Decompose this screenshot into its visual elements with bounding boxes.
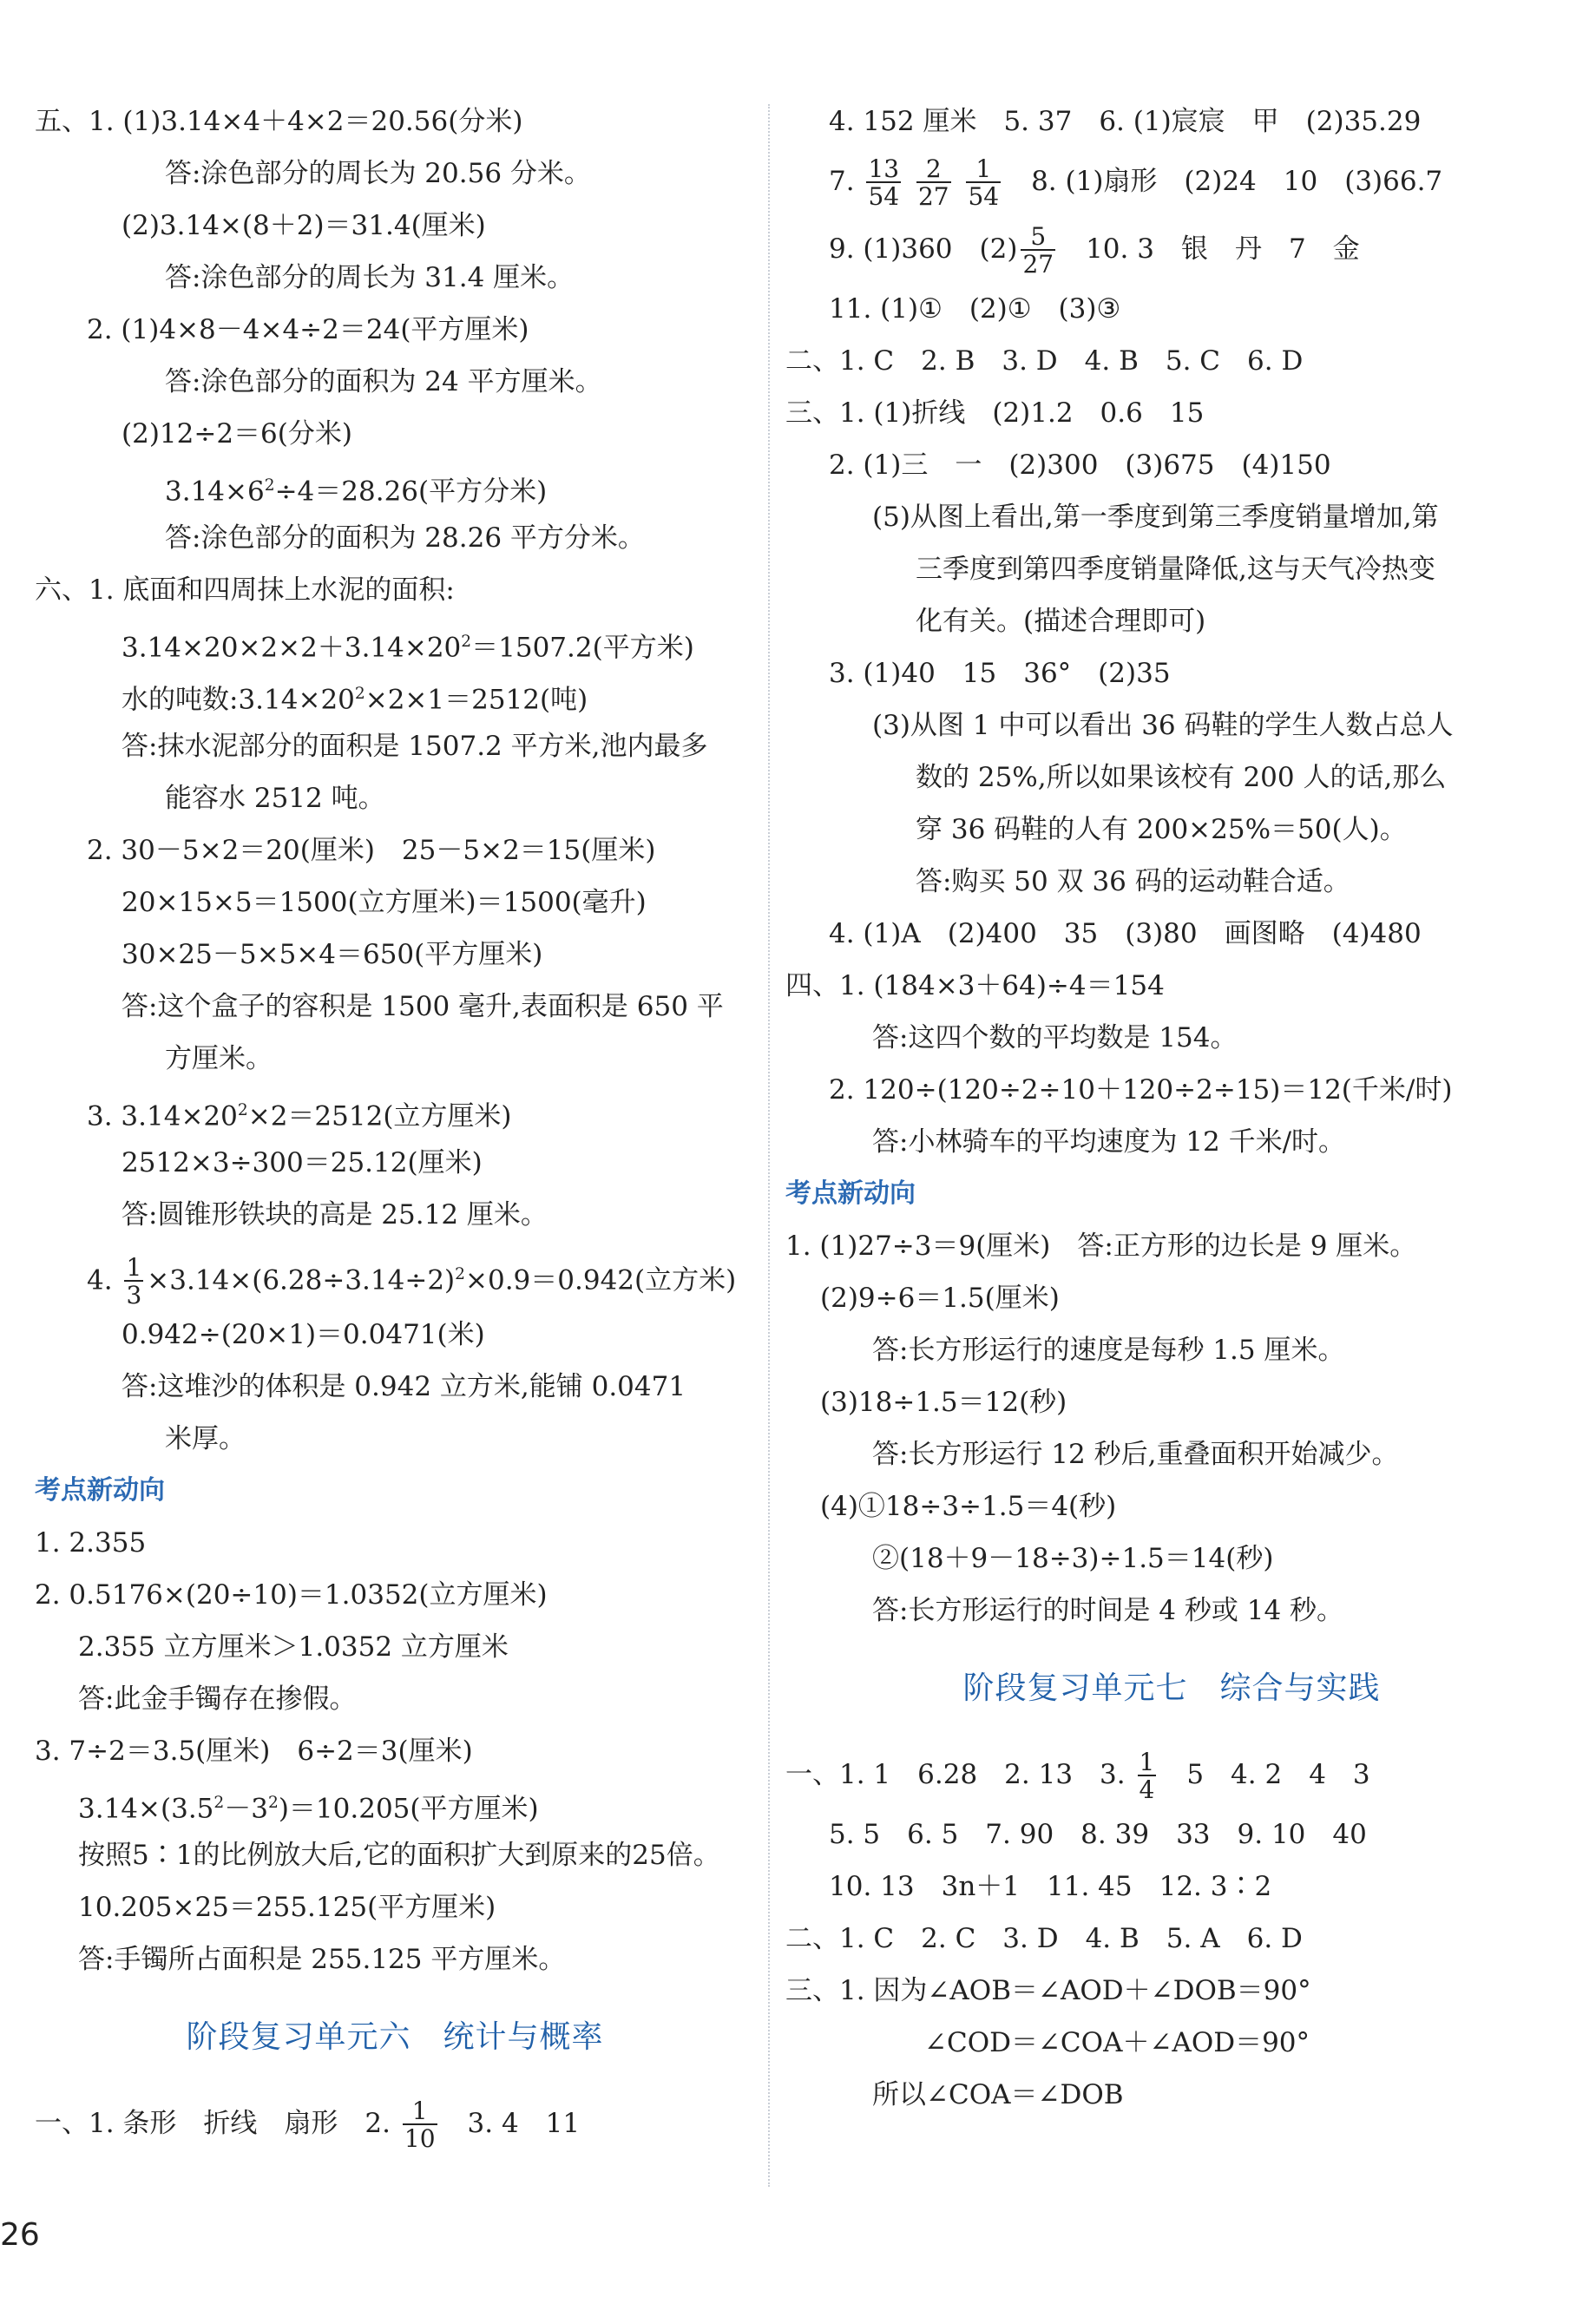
answer-line <box>785 699 1558 751</box>
answer-text: 二、1. C 2. C 3. D 4. B 5. A 6. D <box>785 1923 1303 1954</box>
answer-line <box>785 647 1558 699</box>
answer-text: 10.205×25＝255.125(平方厘米) <box>78 1892 496 1923</box>
answer-text: 答:抹水泥部分的面积是 1507.2 平方米,池内最多 <box>122 731 708 762</box>
unit-title: 阶段复习单元七 综合与实践 <box>962 1670 1381 1706</box>
answer-text: 20×15×5＝1500(立方厘米)＝1500(毫升) <box>122 887 647 918</box>
fraction-denominator: 4 <box>1139 1775 1155 1804</box>
answer-line <box>785 283 1558 335</box>
answer-line <box>785 1913 1558 1965</box>
answer-line <box>35 408 755 460</box>
answer-line <box>35 1933 755 1985</box>
answer-text: 答:圆锥形铁块的高是 25.12 厘米。 <box>122 1199 548 1231</box>
answer-text: 穿 36 码鞋的人有 200×25%＝50(人)。 <box>916 814 1407 845</box>
unit-title: 阶段复习单元六 统计与概率 <box>186 2019 604 2055</box>
answer-line <box>785 439 1558 491</box>
fraction-numerator: 1 <box>126 1252 142 1282</box>
answer-text: 5. 5 6. 5 7. 90 8. 39 33 9. 10 40 <box>829 1819 1367 1850</box>
fraction-numerator: 1 <box>411 2096 428 2125</box>
answer-text: 答:长方形运行的速度是每秒 1.5 厘米。 <box>872 1335 1345 1366</box>
answer-line <box>35 1137 755 1189</box>
answer-line <box>785 215 1558 283</box>
answer-line <box>785 1324 1558 1376</box>
answer-line <box>785 960 1558 1012</box>
answer-text: 答:长方形运行 12 秒后,重叠面积开始减少。 <box>872 1439 1399 1470</box>
fraction <box>1021 221 1055 279</box>
left-column <box>35 95 755 2157</box>
fraction <box>916 154 951 211</box>
answer-text: 2. 0.5176×(20÷10)＝1.0352(立方厘米) <box>35 1579 548 1611</box>
answer-text: 能容水 2512 吨。 <box>165 783 385 814</box>
answer-line <box>785 1965 1558 2017</box>
exponent: 2 <box>213 1794 225 1812</box>
exponent: 2 <box>461 633 472 651</box>
answer-text: 六、1. 底面和四周抹上水泥的面积: <box>35 574 455 606</box>
fraction-denominator: 10 <box>404 2123 436 2153</box>
fraction-numerator: 5 <box>1030 221 1047 251</box>
answer-text: 四、1. (184×3＋64)÷4＝154 <box>785 970 1165 1001</box>
answer-line <box>35 564 755 616</box>
answer-text: 一、1. 1 6.28 2. 13 3. <box>785 1759 1134 1790</box>
answer-text: 方厘米。 <box>165 1043 273 1074</box>
answer-line <box>35 1517 755 1569</box>
exponent: 2 <box>237 1101 248 1119</box>
answer-text: (3)从图 1 中可以看出 36 码鞋的学生人数占总人 <box>872 710 1454 741</box>
answer-text: 2. (1)三 一 (2)300 (3)675 (4)150 <box>829 450 1331 481</box>
answer-line <box>35 1241 755 1309</box>
column-divider <box>768 104 770 2187</box>
answer-text <box>955 166 963 197</box>
answer-line <box>35 95 755 148</box>
exponent: 2 <box>264 476 275 495</box>
exponent: 2 <box>354 685 365 703</box>
answer-line <box>785 751 1558 804</box>
answer-text: 1. (1)27÷3＝9(厘米) 答:正方形的边长是 9 厘米。 <box>785 1231 1417 1262</box>
answer-line <box>785 387 1558 439</box>
answer-line <box>35 356 755 408</box>
answer-text: 11. (1)① (2)① (3)③ <box>829 293 1121 325</box>
answer-text: 答:涂色部分的周长为 31.4 厘米。 <box>165 262 575 293</box>
answer-text <box>904 166 913 197</box>
answer-text: 4. <box>87 1264 122 1296</box>
fraction <box>866 154 901 211</box>
answer-line <box>35 616 755 668</box>
answer-text: 4. 152 厘米 5. 37 6. (1)宸宸 甲 (2)35.29 <box>829 106 1422 137</box>
exponent: 2 <box>455 1265 465 1283</box>
answer-text: 二、1. C 2. B 3. D 4. B 5. C 6. D <box>785 345 1304 377</box>
answer-line <box>35 460 755 512</box>
answer-text: 答:购买 50 双 36 码的运动鞋合适。 <box>916 866 1350 897</box>
answer-line <box>35 304 755 356</box>
answer-line <box>35 200 755 252</box>
answer-line <box>785 595 1558 647</box>
answer-text: (2)9÷6＝1.5(厘米) <box>820 1283 1060 1314</box>
answer-line <box>785 804 1558 856</box>
answer-text: 水的吨数:3.14×20 <box>122 684 355 716</box>
answer-text: 三季度到第四季度销量降低,这与天气冷热变 <box>916 554 1435 585</box>
answer-text: 答:涂色部分的周长为 20.56 分米。 <box>165 158 591 189</box>
answer-text: 答:涂色部分的面积为 28.26 平方分米。 <box>165 522 645 554</box>
answer-text: 0.942÷(20×1)＝0.0471(米) <box>122 1319 485 1350</box>
answer-line <box>35 668 755 720</box>
answer-line <box>35 1361 755 1413</box>
answer-text: －3 <box>224 1793 268 1825</box>
answer-text: 按照5∶1的比例放大后,它的面积扩大到原来的25倍。 <box>78 1840 720 1871</box>
answer-line <box>785 1428 1558 1480</box>
answer-text: 3. 3.14×20 <box>87 1100 238 1132</box>
answer-line <box>35 929 755 981</box>
answer-text: ∠COD＝∠COA＋∠AOD＝90° <box>924 2027 1310 2058</box>
answer-text: 3.14×6 <box>165 476 265 508</box>
answer-text: 10. 13 3n＋1 11. 45 12. 3∶2 <box>829 1871 1272 1902</box>
answer-text: 答:这四个数的平均数是 154。 <box>872 1022 1238 1053</box>
answer-line <box>785 1585 1558 1637</box>
exponent: 2 <box>267 1794 279 1812</box>
answer-text: 5 4. 2 4 3 <box>1159 1759 1370 1790</box>
answer-text: 三、1. 因为∠AOB＝∠AOD＋∠DOB＝90° <box>785 1975 1311 2006</box>
fraction-numerator: 1 <box>1139 1747 1155 1776</box>
answer-line <box>35 1829 755 1881</box>
answer-line <box>35 1569 755 1621</box>
answer-line <box>35 1673 755 1725</box>
answer-text: (4)①18÷3÷1.5＝4(秒) <box>820 1491 1117 1522</box>
answer-line <box>35 824 755 876</box>
answer-text: 9. (1)360 (2) <box>829 233 1018 265</box>
answer-text: 化有关。(描述合理即可) <box>916 606 1206 637</box>
answer-line <box>35 720 755 772</box>
fraction <box>966 154 1001 211</box>
answer-text: 2. 30－5×2＝20(厘米) 25－5×2＝15(厘米) <box>87 835 656 866</box>
answer-text: 五、1. (1)3.14×4＋4×2＝20.56(分米) <box>35 106 523 137</box>
page-number: 26 <box>0 2217 40 2253</box>
answer-text: (2)3.14×(8＋2)＝31.4(厘米) <box>122 210 486 241</box>
answer-line <box>35 252 755 304</box>
answer-text: 3. 4 11 <box>440 2108 581 2139</box>
answer-line <box>35 1725 755 1777</box>
answer-line <box>35 772 755 824</box>
answer-text: 三、1. (1)折线 (2)1.2 0.6 15 <box>785 397 1205 429</box>
answer-text: 3.14×20×2×2＋3.14×20 <box>122 632 462 664</box>
answer-line <box>785 335 1558 387</box>
answer-text: (5)从图上看出,第一季度到第三季度销量增加,第 <box>872 502 1439 533</box>
answer-text: 8. (1)扇形 (2)24 10 (3)66.7 <box>1004 166 1443 197</box>
fraction-denominator: 54 <box>968 181 1000 211</box>
answer-line <box>785 1012 1558 1064</box>
fraction <box>403 2096 437 2153</box>
right-column <box>785 95 1558 2121</box>
answer-text: 数的 25%,所以如果该校有 200 人的话,那么 <box>916 762 1447 793</box>
answer-line <box>785 1116 1558 1168</box>
answer-text: 3.14×(3.5 <box>78 1793 214 1825</box>
answer-line <box>35 1309 755 1361</box>
answer-text: )＝10.205(平方厘米) <box>278 1793 539 1825</box>
answer-line <box>35 876 755 929</box>
answer-line <box>785 148 1558 215</box>
answer-line <box>35 2090 755 2157</box>
answer-text: 答:这堆沙的体积是 0.942 立方米,能铺 0.0471 <box>122 1371 686 1402</box>
answer-text: 所以∠COA＝∠DOB <box>872 2079 1124 2110</box>
answer-text: 答:这个盒子的容积是 1500 毫升,表面积是 650 平 <box>122 991 724 1022</box>
answer-line <box>785 1532 1558 1585</box>
fraction <box>124 1252 143 1309</box>
answer-line <box>785 2069 1558 2121</box>
answer-line <box>35 1085 755 1137</box>
answer-line <box>785 1861 1558 1913</box>
fraction-denominator: 54 <box>868 181 900 211</box>
answer-text: (2)12÷2＝6(分米) <box>122 418 352 450</box>
answer-text: 7. <box>829 166 864 197</box>
section-heading: 考点新动向 <box>785 1178 916 1209</box>
answer-text: 3. (1)40 15 36° (2)35 <box>829 658 1171 689</box>
answer-text: 30×25－5×5×4＝650(平方厘米) <box>122 939 543 970</box>
answer-text: ÷4＝28.26(平方分米) <box>274 476 548 508</box>
fraction-denominator: 3 <box>126 1280 142 1309</box>
answer-line <box>785 1272 1558 1324</box>
fraction-numerator: 13 <box>868 154 900 183</box>
answer-line <box>785 1741 1558 1808</box>
answer-text: ②(18＋9－18÷3)÷1.5＝14(秒) <box>872 1543 1274 1574</box>
answer-line <box>785 908 1558 960</box>
section-heading: 考点新动向 <box>35 1475 165 1506</box>
answer-text: ×2＝2512(立方厘米) <box>247 1100 512 1132</box>
answer-text: 答:小林骑车的平均速度为 12 千米/时。 <box>872 1126 1346 1158</box>
answer-text: 1. 2.355 <box>35 1527 147 1559</box>
answer-text: 米厚。 <box>165 1423 246 1454</box>
fraction-denominator: 27 <box>917 181 949 211</box>
answer-text: 10. 3 银 丹 7 金 <box>1059 233 1360 265</box>
answer-line <box>785 95 1558 148</box>
fraction-numerator: 2 <box>925 154 942 183</box>
answer-line <box>35 1621 755 1673</box>
answer-text: 答:此金手镯存在掺假。 <box>78 1683 357 1715</box>
answer-line <box>785 543 1558 595</box>
answer-line <box>785 491 1558 543</box>
answer-text: 一、1. 条形 折线 扇形 2. <box>35 2108 399 2139</box>
answer-text: 2512×3÷300＝25.12(厘米) <box>122 1147 483 1178</box>
answer-text: 4. (1)A (2)400 35 (3)80 画图略 (4)480 <box>829 918 1422 949</box>
answer-text: ×2×1＝2512(吨) <box>365 684 588 716</box>
answer-line <box>785 2017 1558 2069</box>
fraction-denominator: 27 <box>1022 249 1054 279</box>
answer-text: 2. (1)4×8－4×4÷2＝24(平方厘米) <box>87 314 529 345</box>
answer-text: 2. 120÷(120÷2÷10＋120÷2÷15)＝12(千米/时) <box>829 1074 1453 1106</box>
answer-text: ×0.9＝0.942(立方米) <box>465 1264 737 1296</box>
fraction-numerator: 1 <box>975 154 992 183</box>
answer-text: ＝1507.2(平方米) <box>471 632 694 664</box>
answer-line <box>35 1189 755 1241</box>
answer-line <box>35 1777 755 1829</box>
answer-line <box>785 1376 1558 1428</box>
answer-line <box>35 512 755 564</box>
answer-line <box>35 148 755 200</box>
answer-text: 2.355 立方厘米＞1.0352 立方厘米 <box>78 1631 509 1663</box>
answer-text: 3. 7÷2＝3.5(厘米) 6÷2＝3(厘米) <box>35 1736 473 1767</box>
answer-text: 答:长方形运行的时间是 4 秒或 14 秒。 <box>872 1595 1344 1626</box>
fraction <box>1138 1747 1157 1804</box>
answer-line <box>35 1033 755 1085</box>
answer-line <box>785 1220 1558 1272</box>
answer-text: (3)18÷1.5＝12(秒) <box>820 1387 1067 1418</box>
answer-line <box>785 856 1558 908</box>
answer-line <box>785 1064 1558 1116</box>
answer-line <box>785 1480 1558 1532</box>
answer-line <box>35 1413 755 1465</box>
answer-line <box>785 1808 1558 1861</box>
answer-line <box>35 981 755 1033</box>
answer-text: ×3.14×(6.28÷3.14÷2) <box>147 1264 456 1296</box>
answer-line <box>35 1881 755 1933</box>
answer-text: 答:手镯所占面积是 255.125 平方厘米。 <box>78 1944 566 1975</box>
answer-text: 答:涂色部分的面积为 24 平方厘米。 <box>165 366 602 397</box>
